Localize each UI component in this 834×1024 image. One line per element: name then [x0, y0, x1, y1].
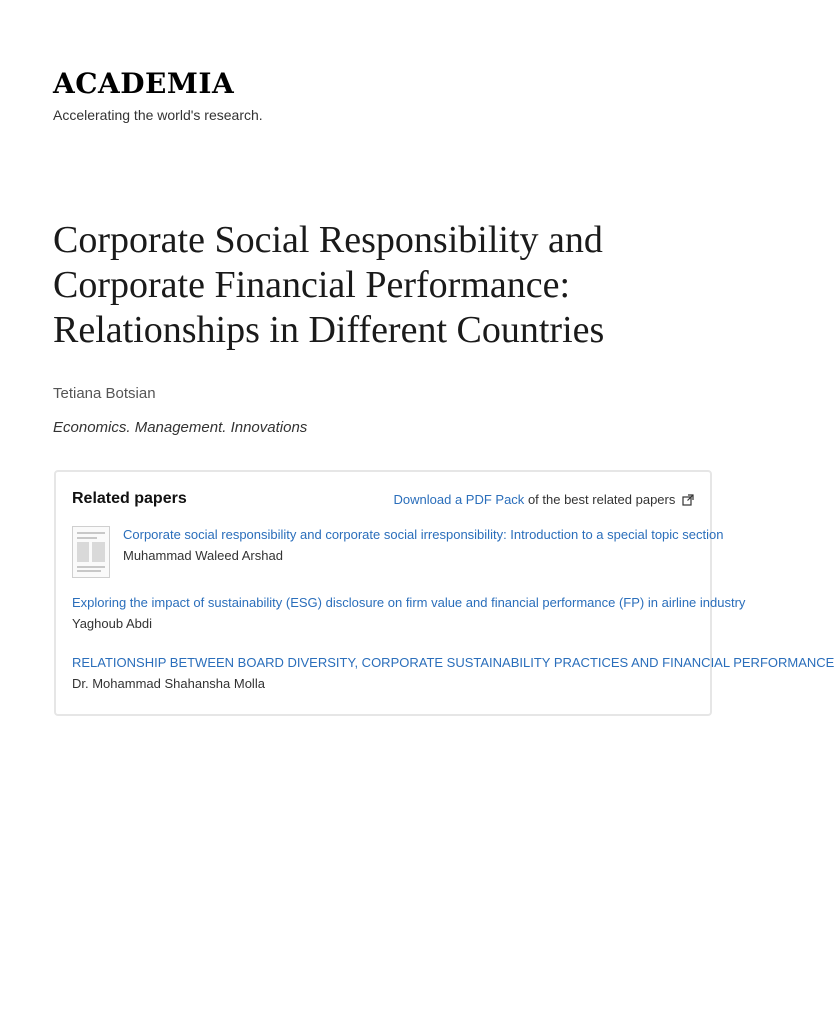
related-paper-item	[72, 594, 746, 633]
related-paper-author: Muhammad Waleed Arshad	[123, 548, 283, 563]
tagline: Accelerating the world's research.	[53, 107, 263, 123]
academia-logo[interactable]: ACADEMIA	[53, 67, 235, 100]
related-paper-author: Dr. Mohammad Shahansha Molla	[72, 676, 265, 691]
related-papers-box	[54, 470, 834, 716]
download-pdf-pack-link[interactable]: Download a PDF Pack	[393, 492, 525, 507]
paper-journal: Economics. Management. Innovations	[53, 419, 308, 436]
related-paper-title[interactable]: RELATIONSHIP BETWEEN BOARD DIVERSITY, CORPORATE SUSTAINABILITY PRACTICES AND FINANCIAL PERFORMANCE	[72, 655, 834, 670]
paper-title: Corporate Social Responsibility and Corporate Financial Performance: Relationships in Different Countries	[53, 219, 605, 351]
related-papers-heading: Related papers	[72, 490, 187, 507]
related-paper-title[interactable]: Corporate social responsibility and corporate social irresponsibility: Introduction to a special topic section	[123, 527, 724, 542]
download-pdf-pack-suffix: of the best related papers	[527, 492, 676, 507]
related-paper-item	[72, 654, 834, 693]
external-link-icon[interactable]	[682, 493, 694, 511]
document-thumbnail-icon[interactable]	[72, 526, 110, 578]
related-paper-title[interactable]: Exploring the impact of sustainability (ESG) disclosure on firm value and financial performance (FP) in airline industry	[72, 595, 746, 610]
paper-author: Tetiana Botsian	[53, 385, 156, 402]
related-paper-item	[72, 526, 724, 580]
download-pdf-pack-line	[394, 491, 694, 511]
related-paper-author: Yaghoub Abdi	[72, 616, 152, 631]
